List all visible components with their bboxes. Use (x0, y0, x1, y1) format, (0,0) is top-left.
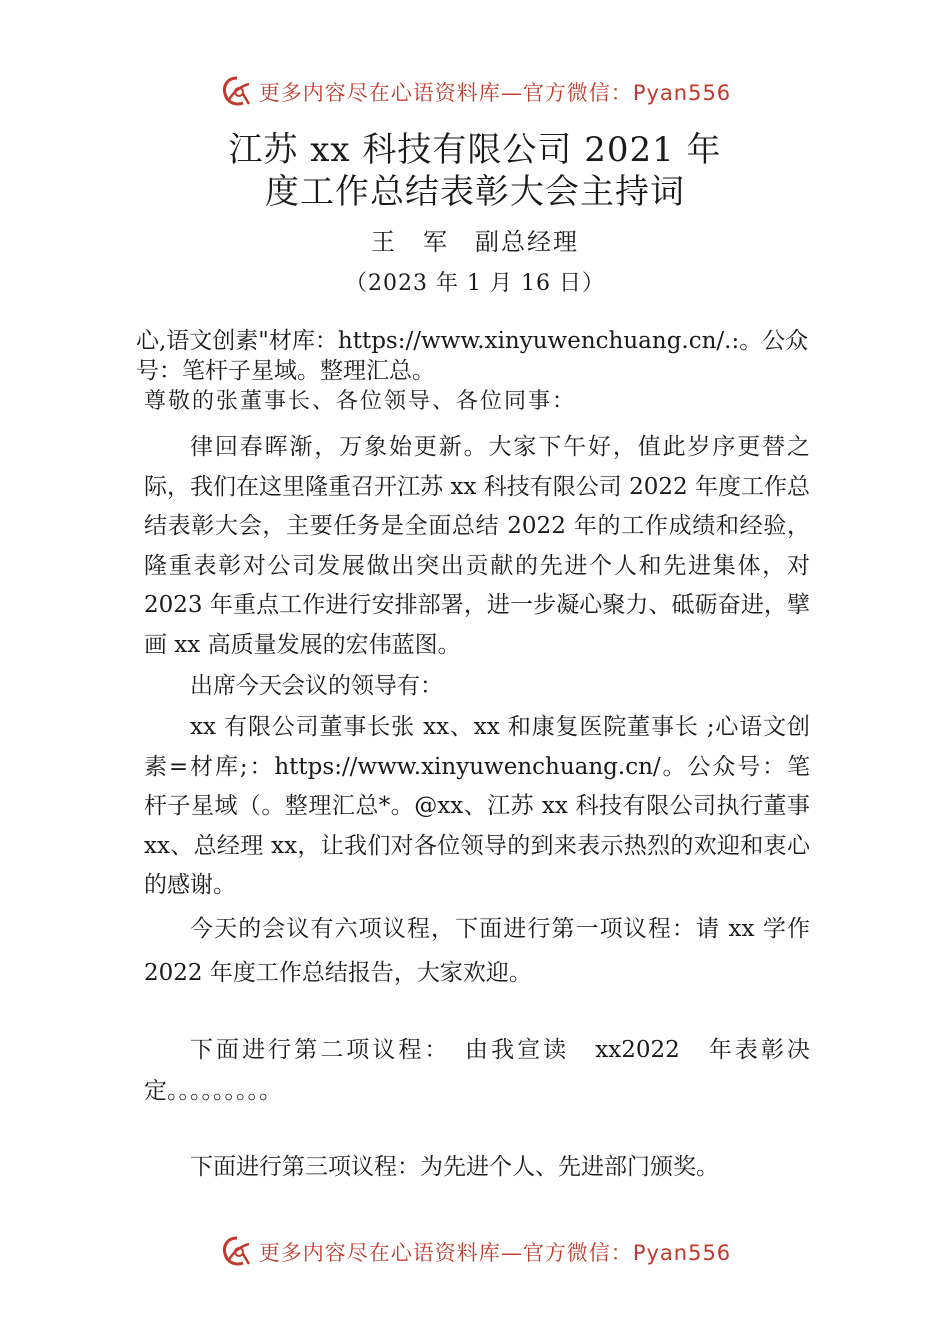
paragraph-opening: 律回春晖渐，万象始更新。大家下午好，值此岁序更替之际，我们在这里隆重召开江苏 xx 科技有限公司 2022 年度工作总结表彰大会，主要任务是全面总结 2022 年的工作成绩和经验，隆重表彰对公司发展做出突出贡献的先进个人和先进集体，对 2023 年重点工作进行安排部署，进一步凝心聚力、砥砺奋进，擘画 xx 高质量发展的宏伟蓝图。 (144, 434, 810, 658)
document-author: 王 军 副总经理 (371, 228, 579, 256)
document-title-line2: 度工作总结表彰大会主持词 (265, 172, 685, 212)
greeting: 尊敬的张董事长、各位领导、各位同事： (144, 389, 577, 414)
watermark-banner-top (0, 72, 950, 112)
watermark-text: 更多内容尽在心语资料库—官方微信：Pyan556 (258, 1241, 732, 1265)
watermark-banner-bottom (0, 1232, 950, 1272)
document-date: （2023 年 1 月 16 日） (345, 271, 605, 296)
document-title-line1: 江苏 xx 科技有限公司 2021 年 (228, 130, 722, 170)
paragraph-agenda-3: 下面进行第三项议程：为先进个人、先进部门颁奖。 (190, 1154, 719, 1180)
paragraph-attendees: xx 有限公司董事长张 xx、xx 和康复医院董事长 ;心语文创素=材库;：https://www.xinyuwenchuang.cn/。公众号：笔杆子星域（。整理汇总*。@xx、江苏 xx 科技有限公司执行董事 xx、总经理 xx，让我们对各位领导的到来表示热烈的欢迎和衷心的感谢。 (144, 714, 810, 898)
watermark-text: 更多内容尽在心语资料库—官方微信：Pyan556 (258, 81, 732, 105)
paragraph-agenda-1: 今天的会议有六项议程，下面进行第一项议程：请 xx 学作 2022 年度工作总结报告，大家欢迎。 (144, 916, 810, 986)
source-note: 心,语文创素"材库：https://www.xinyuwenchuang.cn/.:。公众号：笔杆子星域。整理汇总。 (136, 328, 809, 384)
brand-logo-icon (219, 1234, 255, 1270)
brand-logo-icon (219, 74, 255, 110)
paragraph-agenda-2: 下面进行第二项议程： 由我宣读 xx2022 年表彰决定。。。。。。。。。 (144, 1037, 810, 1104)
paragraph-attendees-intro: 出席今天会议的领导有： (190, 673, 443, 699)
